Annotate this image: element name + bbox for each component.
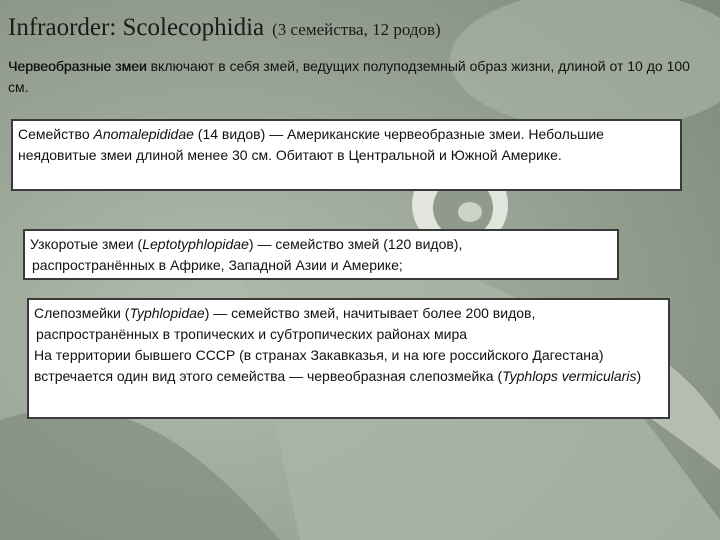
box3-line-3 [34,345,663,387]
box1-latin-name: Anomalepididae [93,126,194,142]
typhlopidae-box [27,298,670,419]
box3-ussr-text: На территории бывшего СССР (в странах Закавказья, и на юге российского Дагестана) встречается один вид этого семейства — червеобразная слепозмейка ( [34,347,604,384]
box3-text-start: Слепозмейки ( [34,305,130,321]
box2-latin-name: Leptotyphlopidae [142,236,249,252]
slide-title [8,6,441,43]
box1-text-start: Семейство [18,126,94,142]
leptotyphlopidae-box [23,229,619,280]
box3-latin-name: Typhlopidae [129,305,205,321]
box2-line-2: распространённых в Африке, Западной Азии и Америке; [32,257,403,273]
box2-text-end: ) — семейство змей (120 видов), [248,236,463,252]
anomalepididae-text [18,124,675,166]
title-main: Infraorder: Scolecophidia [8,14,265,41]
intro-text: включают в себя змей, ведущих полуподземный образ жизни, длиной от 10 до 100 см. [8,58,690,95]
title-subtitle: (3 семейства, 12 родов) [272,20,441,39]
box1-text-end: (14 видов) — Американские червеобразные змеи. Небольшие неядовитые змеи длиной менее 30 см. Обитают в Центральной и Южной Америке. [18,126,604,163]
box3-closing-paren: ) [636,368,642,384]
box3-line-2: распространённых в тропических и субтропических районах мира [36,326,468,342]
box2-text-start: Узкоротые змеи ( [30,236,143,252]
anomalepididae-box [11,119,682,191]
intro-paragraph [8,56,708,98]
box2-line-1 [30,234,612,255]
box3-text-end: ) — семейство змей, начитывает более 200 видов, [204,305,536,321]
intro-bold-term: Червеобразные змеи [8,58,147,74]
box3-species-name: Typhlops vermicularis [502,368,637,384]
box3-line-1 [34,303,663,324]
